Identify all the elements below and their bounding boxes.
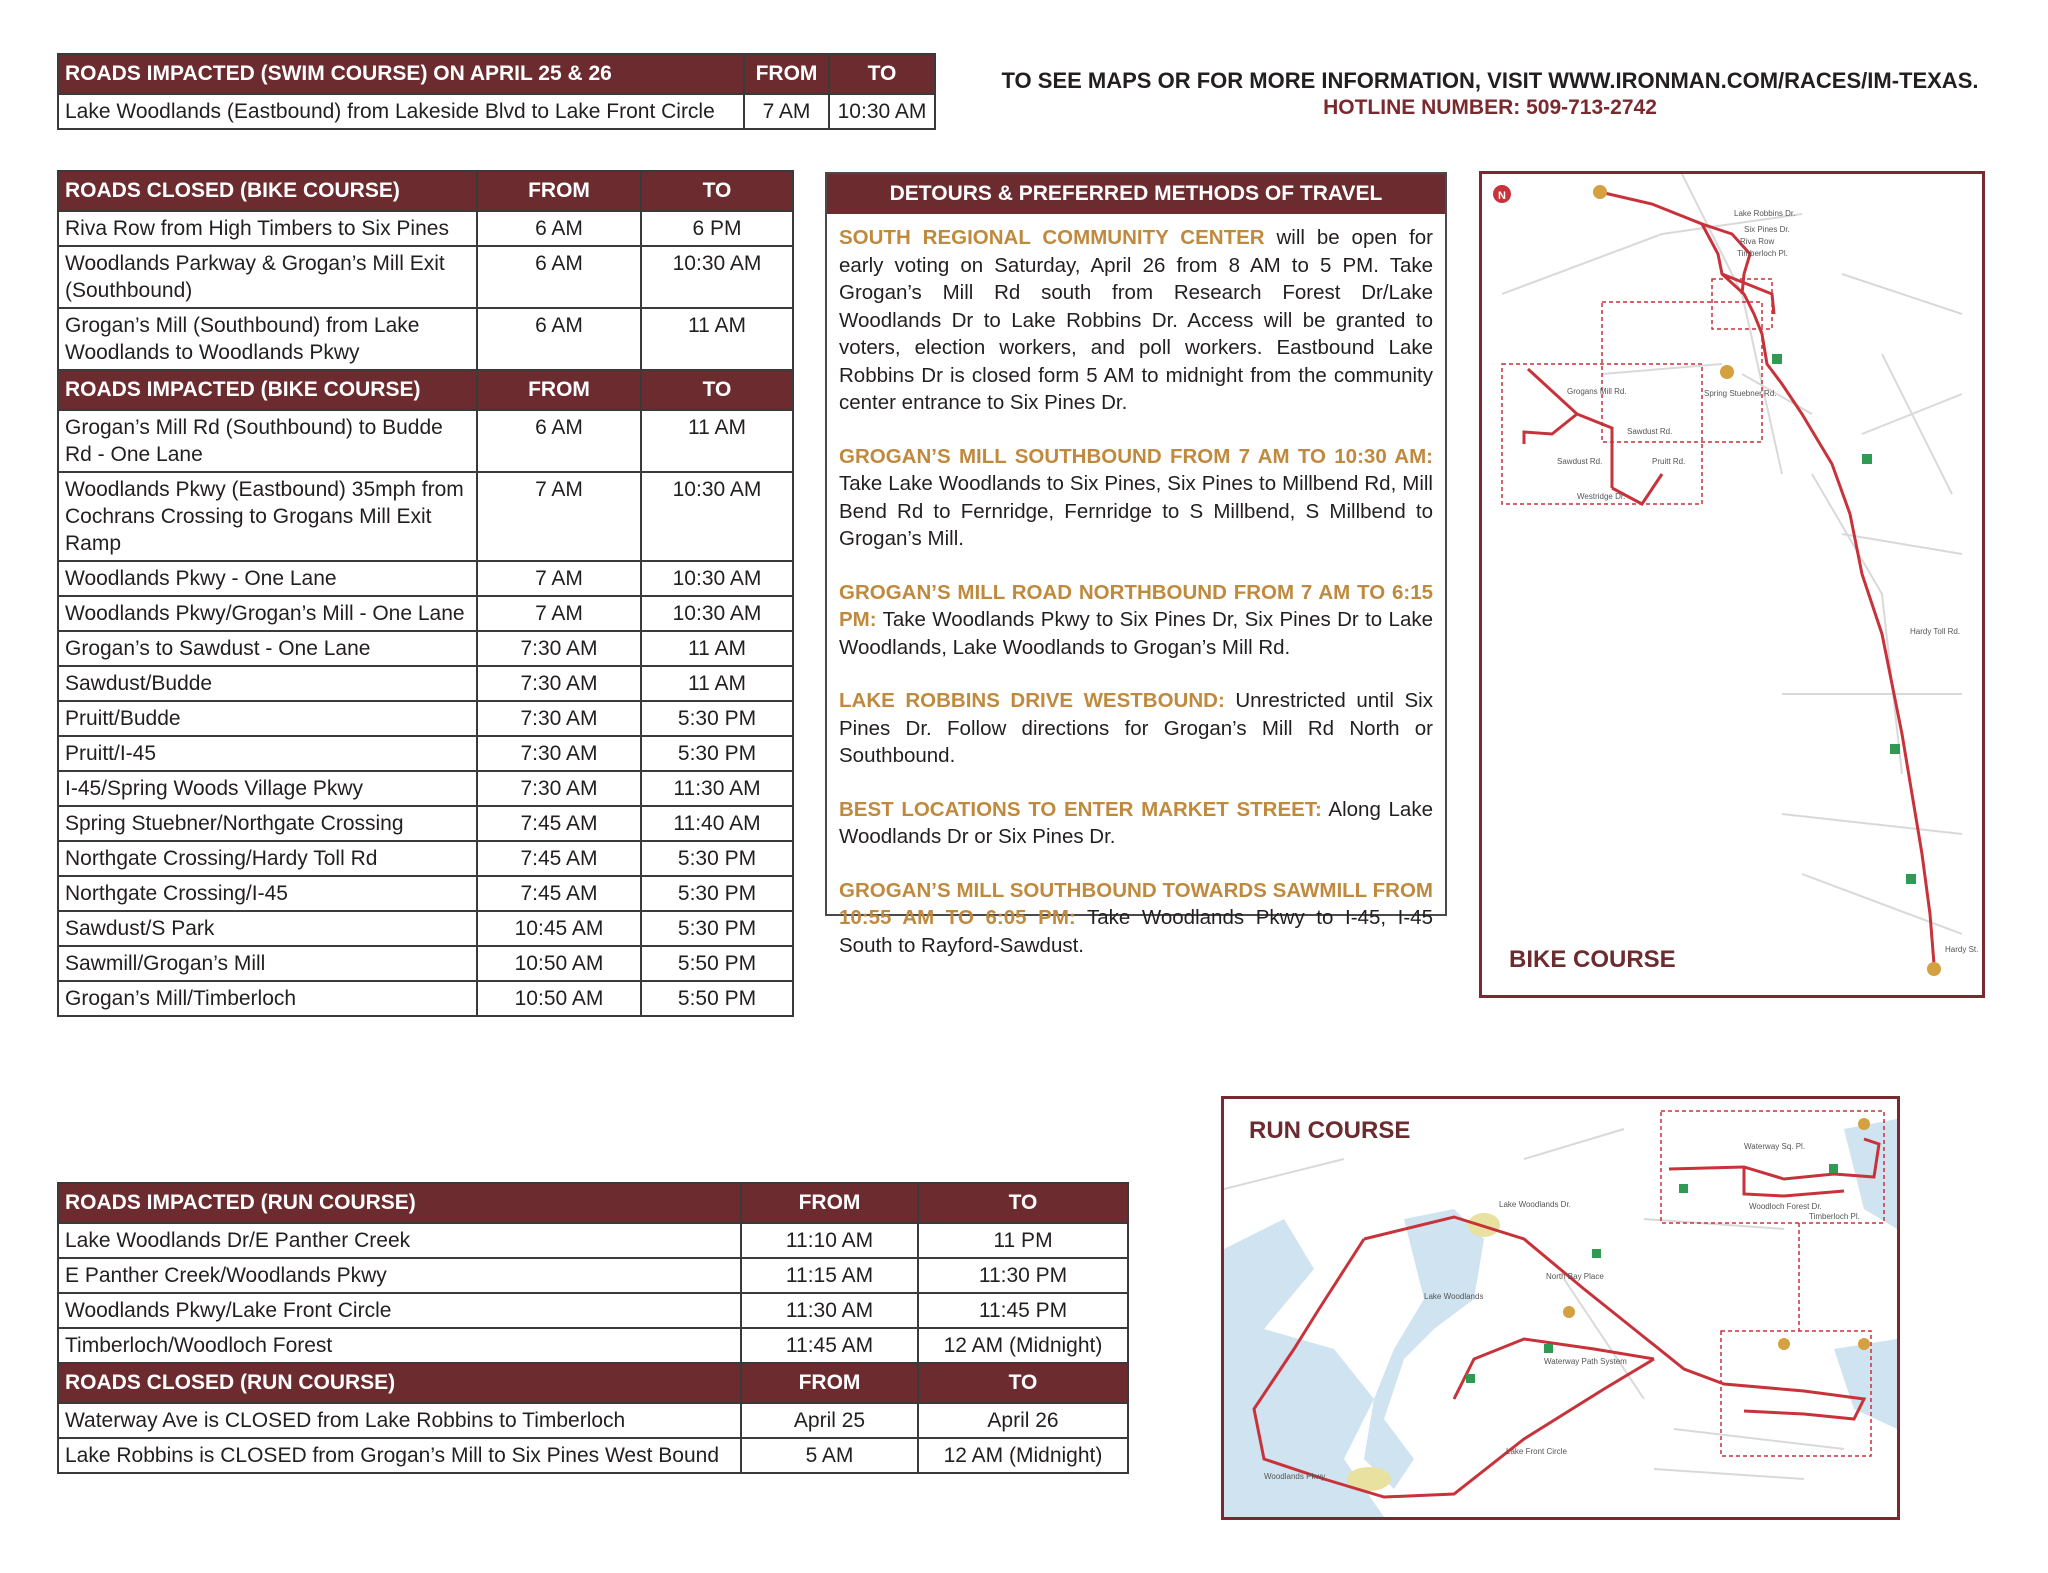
table-row	[58, 1293, 1128, 1328]
u-turn-marker-icon	[1563, 1306, 1575, 1318]
road-cell: I-45/Spring Woods Village Pkwy	[58, 771, 477, 806]
table-row	[58, 666, 793, 701]
u-turn-marker-icon	[1720, 365, 1734, 379]
table-row	[58, 1328, 1128, 1363]
table-row	[58, 596, 793, 631]
road-cell: Timberloch/Woodloch Forest	[58, 1328, 741, 1363]
road-cell: Grogan’s Mill (Southbound) from Lake Woodlands to Woodlands Pkwy	[58, 308, 477, 370]
street-label: Pruitt Rd.	[1652, 457, 1686, 466]
aid-station-icon	[1679, 1184, 1688, 1193]
bike-table	[57, 170, 794, 1017]
run-impacted-rows	[58, 1223, 1128, 1363]
run-course-map	[1221, 1096, 1900, 1520]
street-label: Waterway Path System	[1544, 1357, 1627, 1366]
road-cell: Sawdust/Budde	[58, 666, 477, 701]
run-closed-rows	[58, 1403, 1128, 1473]
detour-item	[839, 579, 1433, 662]
street-label: Hardy St.	[1945, 945, 1979, 954]
detour-text: Along Lake Woodlands Dr or Six Pines Dr.	[839, 797, 1433, 848]
from-cell: 7:30 AM	[477, 701, 641, 736]
aid-station-icon	[1862, 454, 1872, 464]
street-label: Sawdust Rd.	[1557, 457, 1603, 466]
street-label: Hardy Toll Rd.	[1910, 627, 1961, 636]
road-cell: Woodlands Pkwy/Lake Front Circle	[58, 1293, 741, 1328]
to-cell: 5:30 PM	[641, 911, 793, 946]
to-cell: 11 AM	[641, 308, 793, 370]
to-cell: 10:30 AM	[641, 472, 793, 561]
detour-item	[839, 224, 1433, 417]
road-cell: Pruitt/I-45	[58, 736, 477, 771]
detours-body	[827, 214, 1445, 959]
to-cell: 11 PM	[918, 1223, 1128, 1258]
from-cell: 7:45 AM	[477, 876, 641, 911]
road-cell: Woodlands Pkwy - One Lane	[58, 561, 477, 596]
from-cell: 7 AM	[477, 596, 641, 631]
from-cell: 7:30 AM	[477, 666, 641, 701]
to-cell: 11:30 PM	[918, 1258, 1128, 1293]
road-cell: Woodlands Parkway & Grogan’s Mill Exit (Southbound)	[58, 246, 477, 308]
table-row	[58, 211, 793, 246]
road-cell: Pruitt/Budde	[58, 701, 477, 736]
street-label: Waterway Sq. Pl.	[1744, 1142, 1806, 1151]
road-cell: Spring Stuebner/Northgate Crossing	[58, 806, 477, 841]
from-cell: 6 AM	[477, 211, 641, 246]
from-cell: 11:45 AM	[741, 1328, 918, 1363]
detour-item	[839, 796, 1433, 851]
column-header: TO	[641, 171, 793, 211]
road-cell: Northgate Crossing/I-45	[58, 876, 477, 911]
table-header	[58, 1363, 1128, 1403]
table-header	[58, 370, 793, 410]
aid-station-icon	[1906, 874, 1916, 884]
detour-text: Unrestricted until Six Pines Dr. Follow directions for Grogan’s Mill Rd North or Southbound.	[839, 689, 1433, 767]
hotline: HOTLINE NUMBER: 509-713-2742	[1323, 96, 1657, 119]
road-cell: Woodlands Pkwy (Eastbound) 35mph from Cochrans Crossing to Grogans Mill Exit Ramp	[58, 472, 477, 561]
detour-key: GROGAN’S MILL SOUTHBOUND TOWARDS SAWMILL FROM 10:55 AM TO 6:05 PM:	[839, 878, 1433, 929]
to-cell: 11 AM	[641, 631, 793, 666]
table-row	[58, 771, 793, 806]
from-cell: April 25	[741, 1403, 918, 1438]
bike-closed-rows	[58, 211, 793, 370]
column-header: FROM	[477, 171, 641, 211]
street-label: Riva Row	[1740, 237, 1775, 246]
from-cell: 7 AM	[477, 472, 641, 561]
road-cell: Lake Woodlands Dr/E Panther Creek	[58, 1223, 741, 1258]
info-header	[970, 68, 2010, 120]
table-row	[58, 1223, 1128, 1258]
detour-item	[839, 877, 1433, 960]
street-label: Woodlands Pkwy	[1264, 1472, 1326, 1481]
street-label: North Bay Place	[1546, 1272, 1604, 1281]
from-cell: 7:45 AM	[477, 841, 641, 876]
to-cell: 12 AM (Midnight)	[918, 1328, 1128, 1363]
u-turn-marker-icon	[1858, 1118, 1870, 1130]
to-cell: 11 AM	[641, 666, 793, 701]
from-cell: 7:30 AM	[477, 771, 641, 806]
aid-station-icon	[1890, 744, 1900, 754]
run-map-graphic	[1224, 1099, 1897, 1517]
bike-course-map	[1479, 171, 1985, 998]
aid-station-icon	[1592, 1249, 1601, 1258]
to-cell: April 26	[918, 1403, 1128, 1438]
from-cell: 11:10 AM	[741, 1223, 918, 1258]
table-row	[58, 736, 793, 771]
table-header	[58, 54, 935, 94]
to-cell: 5:30 PM	[641, 841, 793, 876]
from-cell: 10:45 AM	[477, 911, 641, 946]
run-course-label: RUN COURSE	[1249, 1117, 1411, 1144]
from-cell: 6 AM	[477, 246, 641, 308]
swim-table	[57, 53, 936, 130]
column-header: TO	[918, 1363, 1128, 1403]
table-row	[58, 806, 793, 841]
table-row	[58, 841, 793, 876]
detour-text: Take Lake Woodlands to Six Pines, Six Pines to Millbend Rd, Mill Bend Rd to Fernridge, Fernridge to S Millbend, S Millbend to Grogan’s Mill.	[839, 472, 1433, 550]
detour-item	[839, 687, 1433, 770]
column-header: FROM	[744, 54, 829, 94]
bike-course-label: BIKE COURSE	[1509, 946, 1676, 973]
bike-impacted-rows	[58, 410, 793, 1016]
road-cell: Northgate Crossing/Hardy Toll Rd	[58, 841, 477, 876]
street-label: Timberloch Pl.	[1809, 1212, 1860, 1221]
u-turn-marker-icon	[1927, 962, 1941, 976]
road-cell: E Panther Creek/Woodlands Pkwy	[58, 1258, 741, 1293]
column-header: TO	[641, 370, 793, 410]
table-row	[58, 876, 793, 911]
from-cell: 11:30 AM	[741, 1293, 918, 1328]
from-cell: 10:50 AM	[477, 981, 641, 1016]
aid-station-icon	[1466, 1374, 1475, 1383]
column-header: ROADS CLOSED (BIKE COURSE)	[58, 171, 477, 211]
column-header: FROM	[741, 1363, 918, 1403]
from-cell: 11:15 AM	[741, 1258, 918, 1293]
column-header: TO	[829, 54, 935, 94]
detour-key: SOUTH REGIONAL COMMUNITY CENTER	[839, 226, 1265, 249]
street-label: Lake Robbins Dr.	[1734, 209, 1796, 218]
street-label: Spring Stuebner Rd.	[1704, 389, 1777, 398]
road-cell: Grogan’s Mill/Timberloch	[58, 981, 477, 1016]
table-row	[58, 561, 793, 596]
aid-station-icon	[1544, 1344, 1553, 1353]
column-header: ROADS IMPACTED (BIKE COURSE)	[58, 370, 477, 410]
u-turn-marker-icon	[1593, 185, 1607, 199]
table-row	[58, 1258, 1128, 1293]
road-cell: Lake Woodlands (Eastbound) from Lakeside Blvd to Lake Front Circle	[58, 94, 744, 129]
detours-title: DETOURS & PREFERRED METHODS OF TRAVEL	[827, 174, 1445, 214]
info-line: TO SEE MAPS OR FOR MORE INFORMATION, VISIT WWW.IRONMAN.COM/RACES/IM-TEXAS.	[1001, 68, 1979, 93]
street-label: Lake Front Circle	[1506, 1447, 1567, 1456]
road-cell: Lake Robbins is CLOSED from Grogan’s Mill to Six Pines West Bound	[58, 1438, 741, 1473]
from-cell: 10:50 AM	[477, 946, 641, 981]
table-row	[58, 308, 793, 370]
detour-item	[839, 443, 1433, 553]
detour-key: LAKE ROBBINS DRIVE WESTBOUND:	[839, 689, 1225, 712]
street-label: Woodloch Forest Dr.	[1749, 1202, 1822, 1211]
to-cell: 10:30 AM	[641, 596, 793, 631]
table-header	[58, 171, 793, 211]
table-row	[58, 911, 793, 946]
to-cell: 5:30 PM	[641, 701, 793, 736]
to-cell: 5:30 PM	[641, 736, 793, 771]
from-cell: 7:30 AM	[477, 736, 641, 771]
road-cell: Riva Row from High Timbers to Six Pines	[58, 211, 477, 246]
detours-box	[825, 172, 1447, 957]
to-cell: 5:30 PM	[641, 876, 793, 911]
street-label: Six Pines Dr.	[1744, 225, 1790, 234]
table-header	[58, 1183, 1128, 1223]
detour-text: Take Woodlands Pkwy to I-45, I-45 South to Rayford-Sawdust.	[839, 906, 1433, 957]
road-cell: Grogan’s Mill Rd (Southbound) to Budde Rd - One Lane	[58, 410, 477, 472]
to-cell: 10:30 AM	[641, 246, 793, 308]
street-label: Westridge Dr.	[1577, 492, 1626, 501]
table-row	[58, 701, 793, 736]
from-cell: 7:45 AM	[477, 806, 641, 841]
table-row	[58, 1403, 1128, 1438]
street-label: Lake Woodlands	[1424, 1292, 1484, 1301]
aid-station-icon	[1829, 1164, 1838, 1173]
to-cell: 6 PM	[641, 211, 793, 246]
from-cell: 6 AM	[477, 308, 641, 370]
from-cell: 7 AM	[477, 561, 641, 596]
to-cell: 5:50 PM	[641, 946, 793, 981]
street-label: Lake Woodlands Dr.	[1499, 1200, 1571, 1209]
column-header: FROM	[477, 370, 641, 410]
from-cell: 7:30 AM	[477, 631, 641, 666]
to-cell: 11:30 AM	[641, 771, 793, 806]
table-row	[58, 246, 793, 308]
table-row	[58, 981, 793, 1016]
to-cell: 5:50 PM	[641, 981, 793, 1016]
street-label: Grogans Mill Rd.	[1567, 387, 1627, 396]
road-cell: Grogan’s to Sawdust - One Lane	[58, 631, 477, 666]
table-row	[58, 631, 793, 666]
from-cell: 6 AM	[477, 410, 641, 472]
table-row	[58, 1438, 1128, 1473]
table-row	[58, 94, 935, 129]
to-cell: 11:45 PM	[918, 1293, 1128, 1328]
column-header: ROADS IMPACTED (SWIM COURSE) ON APRIL 25 & 26	[58, 54, 744, 94]
to-cell: 10:30 AM	[641, 561, 793, 596]
bike-map-graphic	[1482, 174, 1982, 995]
to-cell: 10:30 AM	[829, 94, 935, 129]
column-header: FROM	[741, 1183, 918, 1223]
road-cell: Sawmill/Grogan’s Mill	[58, 946, 477, 981]
run-table	[57, 1182, 1129, 1474]
column-header: ROADS IMPACTED (RUN COURSE)	[58, 1183, 741, 1223]
table-row	[58, 472, 793, 561]
detour-key: GROGAN’S MILL ROAD NORTHBOUND FROM 7 AM TO 6:15 PM:	[839, 580, 1433, 631]
column-header: ROADS CLOSED (RUN COURSE)	[58, 1363, 741, 1403]
road-cell: Sawdust/S Park	[58, 911, 477, 946]
u-turn-marker-icon	[1858, 1338, 1870, 1350]
to-cell: 11:40 AM	[641, 806, 793, 841]
to-cell: 12 AM (Midnight)	[918, 1438, 1128, 1473]
detour-key: BEST LOCATIONS TO ENTER MARKET STREET:	[839, 797, 1322, 821]
table-row	[58, 410, 793, 472]
to-cell: 11 AM	[641, 410, 793, 472]
street-label: Timberloch Pl.	[1737, 249, 1788, 258]
from-cell: 7 AM	[744, 94, 829, 129]
column-header: TO	[918, 1183, 1128, 1223]
detour-text: will be open for early voting on Saturday, April 26 from 8 AM to 5 PM. Take Grogan’s Mill Rd south from Research Forest Dr/Lake Woodlands Dr to Lake Robbins Dr. Access will be granted to voters, election workers, and poll workers. Eastbound Lake Robbins Dr is closed form 5 AM to midnight from the community center entrance to Six Pines Dr.	[839, 226, 1433, 414]
aid-station-icon	[1772, 354, 1782, 364]
detour-key: GROGAN’S MILL SOUTHBOUND FROM 7 AM TO 10:30 AM:	[839, 444, 1433, 468]
street-label: Sawdust Rd.	[1627, 427, 1673, 436]
detour-text: Take Woodlands Pkwy to Six Pines Dr, Six Pines Dr to Lake Woodlands, Lake Woodlands to Grogan’s Mill Rd.	[839, 608, 1433, 659]
from-cell: 5 AM	[741, 1438, 918, 1473]
u-turn-marker-icon	[1778, 1338, 1790, 1350]
table-row	[58, 946, 793, 981]
road-cell: Woodlands Pkwy/Grogan’s Mill - One Lane	[58, 596, 477, 631]
north-label: N	[1498, 190, 1506, 202]
road-cell: Waterway Ave is CLOSED from Lake Robbins to Timberloch	[58, 1403, 741, 1438]
